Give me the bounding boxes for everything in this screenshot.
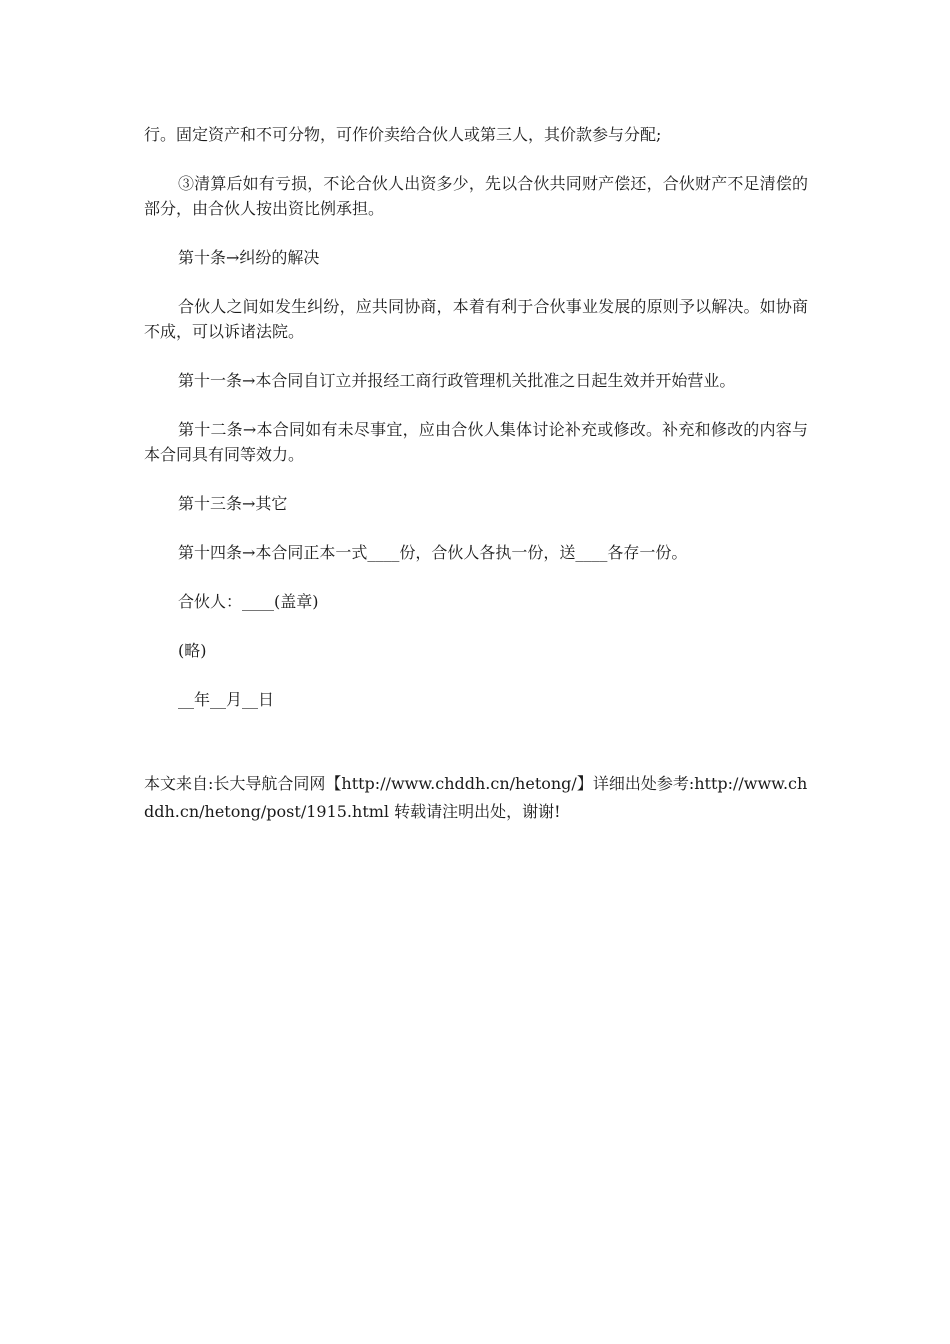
article-13: 第十三条→其它: [178, 494, 288, 513]
article-14: 第十四条→本合同正本一式____份，合伙人各执一份，送____各存一份。: [178, 543, 688, 562]
paragraph-asset-distribution: 行。固定资产和不可分物，可作价卖给合伙人或第三人，其价款参与分配;: [144, 125, 662, 144]
partner-signature-line: 合伙人：____(盖章): [178, 592, 319, 611]
article-12: 第十二条→本合同如有未尽事宜，应由合伙人集体讨论补充或修改。补充和修改的内容与本合同具有同等效力。: [144, 420, 808, 464]
article-11: 第十一条→本合同自订立并报经工商行政管理机关批准之日起生效并开始营业。: [178, 371, 736, 390]
document-body: [144, 122, 808, 736]
source-footer: 本文来自:长大导航合同网【http://www.chddh.cn/hetong/】详细出处参考:http://www.chddh.cn/hetong/post/1915.html 转载请注明出处，谢谢!: [144, 774, 808, 821]
paragraph-dispute-resolution: 合伙人之间如发生纠纷，应共同协商，本着有利于合伙事业发展的原则予以解决。如协商不成，可以诉诸法院。: [144, 297, 808, 341]
paragraph-loss-liquidation: ③清算后如有亏损，不论合伙人出资多少，先以合伙共同财产偿还，合伙财产不足清偿的部分，由合伙人按出资比例承担。: [144, 174, 808, 218]
omitted-note: (略): [178, 641, 207, 660]
date-line: __年__月__日: [178, 690, 275, 709]
article-10-heading: 第十条→纠纷的解决: [178, 248, 320, 267]
